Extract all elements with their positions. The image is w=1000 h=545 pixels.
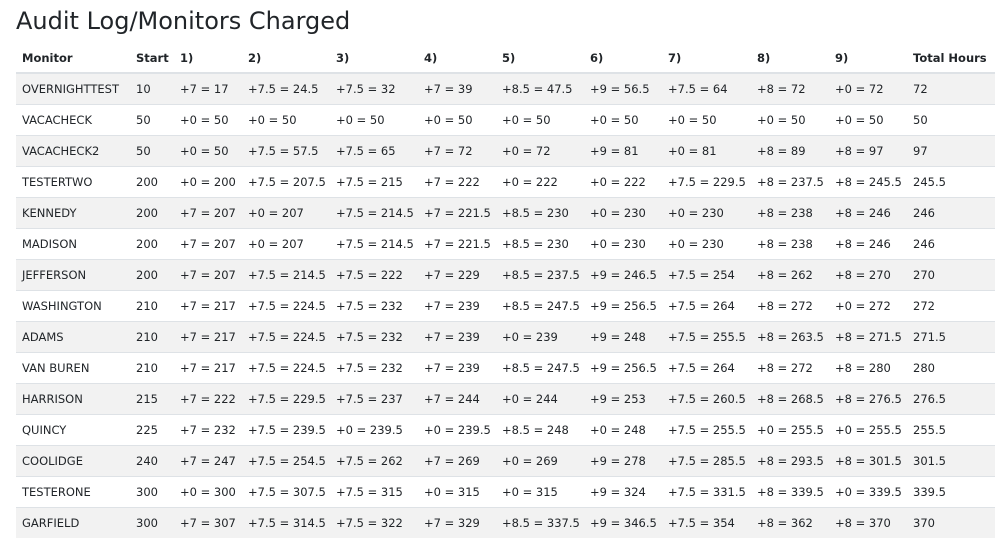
start-hours-cell: 300 <box>130 477 174 508</box>
charge-1-cell: +0 = 50 <box>174 105 242 136</box>
monitor-name-cell: COOLIDGE <box>16 446 130 477</box>
charge-5-cell: +8.5 = 247.5 <box>496 353 584 384</box>
charge-4-cell: +7 = 221.5 <box>418 198 496 229</box>
charge-3-cell: +7.5 = 65 <box>330 136 418 167</box>
table-row <box>16 353 995 384</box>
table-row <box>16 167 995 198</box>
charge-6-cell: +9 = 248 <box>584 322 662 353</box>
charge-2-cell: +7.5 = 254.5 <box>242 446 330 477</box>
total-hours-cell: 72 <box>907 73 995 105</box>
monitor-name-cell: MADISON <box>16 229 130 260</box>
charge-1-cell: +0 = 200 <box>174 167 242 198</box>
charge-9-cell: +8 = 280 <box>829 353 907 384</box>
charge-2-cell: +0 = 50 <box>242 105 330 136</box>
start-hours-cell: 200 <box>130 260 174 291</box>
charge-3-cell: +7.5 = 315 <box>330 477 418 508</box>
charge-9-cell: +0 = 272 <box>829 291 907 322</box>
audit-log-table <box>16 44 995 538</box>
charge-4-cell: +7 = 244 <box>418 384 496 415</box>
column-header-total-hours: Total Hours <box>907 44 995 73</box>
start-hours-cell: 200 <box>130 167 174 198</box>
charge-2-cell: +7.5 = 57.5 <box>242 136 330 167</box>
charge-4-cell: +7 = 329 <box>418 508 496 539</box>
monitor-name-cell: KENNEDY <box>16 198 130 229</box>
charge-6-cell: +9 = 56.5 <box>584 73 662 105</box>
monitor-name-cell: VACACHECK <box>16 105 130 136</box>
table-row <box>16 508 995 539</box>
charge-1-cell: +7 = 207 <box>174 229 242 260</box>
charge-8-cell: +8 = 268.5 <box>751 384 829 415</box>
charge-3-cell: +7.5 = 322 <box>330 508 418 539</box>
charge-8-cell: +8 = 238 <box>751 229 829 260</box>
start-hours-cell: 240 <box>130 446 174 477</box>
charge-5-cell: +8.5 = 47.5 <box>496 73 584 105</box>
charge-4-cell: +0 = 50 <box>418 105 496 136</box>
charge-3-cell: +7.5 = 214.5 <box>330 198 418 229</box>
charge-4-cell: +7 = 239 <box>418 322 496 353</box>
charge-9-cell: +8 = 276.5 <box>829 384 907 415</box>
charge-3-cell: +7.5 = 232 <box>330 353 418 384</box>
charge-9-cell: +0 = 339.5 <box>829 477 907 508</box>
total-hours-cell: 370 <box>907 508 995 539</box>
monitor-name-cell: GARFIELD <box>16 508 130 539</box>
column-header-2: 2) <box>242 44 330 73</box>
charge-3-cell: +7.5 = 262 <box>330 446 418 477</box>
charge-4-cell: +7 = 239 <box>418 353 496 384</box>
charge-3-cell: +7.5 = 222 <box>330 260 418 291</box>
charge-8-cell: +8 = 293.5 <box>751 446 829 477</box>
charge-2-cell: +7.5 = 224.5 <box>242 291 330 322</box>
table-row <box>16 384 995 415</box>
charge-8-cell: +8 = 238 <box>751 198 829 229</box>
table-row <box>16 291 995 322</box>
charge-5-cell: +0 = 222 <box>496 167 584 198</box>
charge-2-cell: +7.5 = 24.5 <box>242 73 330 105</box>
page-title: Audit Log/Monitors Charged <box>16 7 351 35</box>
start-hours-cell: 210 <box>130 291 174 322</box>
charge-6-cell: +9 = 278 <box>584 446 662 477</box>
charge-9-cell: +0 = 255.5 <box>829 415 907 446</box>
table-row <box>16 136 995 167</box>
charge-1-cell: +7 = 207 <box>174 198 242 229</box>
table-row <box>16 105 995 136</box>
monitor-name-cell: VACACHECK2 <box>16 136 130 167</box>
charge-8-cell: +8 = 72 <box>751 73 829 105</box>
charge-5-cell: +0 = 72 <box>496 136 584 167</box>
charge-4-cell: +7 = 269 <box>418 446 496 477</box>
charge-9-cell: +8 = 370 <box>829 508 907 539</box>
charge-1-cell: +7 = 217 <box>174 353 242 384</box>
charge-6-cell: +0 = 248 <box>584 415 662 446</box>
start-hours-cell: 210 <box>130 353 174 384</box>
column-header-9: 9) <box>829 44 907 73</box>
charge-1-cell: +0 = 300 <box>174 477 242 508</box>
table-header <box>16 44 995 73</box>
charge-3-cell: +7.5 = 232 <box>330 322 418 353</box>
charge-4-cell: +7 = 72 <box>418 136 496 167</box>
charge-9-cell: +0 = 72 <box>829 73 907 105</box>
charge-5-cell: +8.5 = 230 <box>496 229 584 260</box>
charge-5-cell: +8.5 = 230 <box>496 198 584 229</box>
charge-6-cell: +9 = 324 <box>584 477 662 508</box>
charge-9-cell: +8 = 270 <box>829 260 907 291</box>
charge-4-cell: +0 = 315 <box>418 477 496 508</box>
charge-8-cell: +0 = 255.5 <box>751 415 829 446</box>
charge-2-cell: +0 = 207 <box>242 229 330 260</box>
start-hours-cell: 210 <box>130 322 174 353</box>
charge-7-cell: +7.5 = 260.5 <box>662 384 751 415</box>
column-header-1: 1) <box>174 44 242 73</box>
charge-1-cell: +7 = 307 <box>174 508 242 539</box>
charge-3-cell: +7.5 = 32 <box>330 73 418 105</box>
charge-4-cell: +7 = 221.5 <box>418 229 496 260</box>
charge-1-cell: +7 = 247 <box>174 446 242 477</box>
monitor-name-cell: TESTERTWO <box>16 167 130 198</box>
charge-1-cell: +7 = 222 <box>174 384 242 415</box>
table-row <box>16 415 995 446</box>
total-hours-cell: 301.5 <box>907 446 995 477</box>
charge-3-cell: +0 = 239.5 <box>330 415 418 446</box>
table-row <box>16 446 995 477</box>
total-hours-cell: 339.5 <box>907 477 995 508</box>
table-row <box>16 322 995 353</box>
charge-7-cell: +7.5 = 285.5 <box>662 446 751 477</box>
charge-8-cell: +8 = 272 <box>751 353 829 384</box>
start-hours-cell: 300 <box>130 508 174 539</box>
total-hours-cell: 271.5 <box>907 322 995 353</box>
total-hours-cell: 270 <box>907 260 995 291</box>
charge-1-cell: +7 = 17 <box>174 73 242 105</box>
total-hours-cell: 246 <box>907 229 995 260</box>
charge-4-cell: +7 = 39 <box>418 73 496 105</box>
charge-1-cell: +7 = 217 <box>174 322 242 353</box>
total-hours-cell: 276.5 <box>907 384 995 415</box>
charge-6-cell: +9 = 81 <box>584 136 662 167</box>
charge-2-cell: +7.5 = 314.5 <box>242 508 330 539</box>
monitor-name-cell: QUINCY <box>16 415 130 446</box>
charge-6-cell: +9 = 256.5 <box>584 353 662 384</box>
charge-6-cell: +0 = 230 <box>584 229 662 260</box>
start-hours-cell: 10 <box>130 73 174 105</box>
total-hours-cell: 255.5 <box>907 415 995 446</box>
charge-5-cell: +0 = 239 <box>496 322 584 353</box>
charge-7-cell: +7.5 = 254 <box>662 260 751 291</box>
column-header-monitor: Monitor <box>16 44 130 73</box>
charge-6-cell: +0 = 230 <box>584 198 662 229</box>
charge-1-cell: +7 = 207 <box>174 260 242 291</box>
monitor-name-cell: JEFFERSON <box>16 260 130 291</box>
charge-8-cell: +0 = 50 <box>751 105 829 136</box>
monitor-name-cell: WASHINGTON <box>16 291 130 322</box>
charge-9-cell: +8 = 246 <box>829 198 907 229</box>
column-header-5: 5) <box>496 44 584 73</box>
charge-9-cell: +0 = 50 <box>829 105 907 136</box>
table-row <box>16 260 995 291</box>
charge-8-cell: +8 = 89 <box>751 136 829 167</box>
charge-7-cell: +0 = 230 <box>662 198 751 229</box>
charge-6-cell: +0 = 222 <box>584 167 662 198</box>
total-hours-cell: 246 <box>907 198 995 229</box>
total-hours-cell: 272 <box>907 291 995 322</box>
charge-8-cell: +8 = 362 <box>751 508 829 539</box>
charge-7-cell: +7.5 = 255.5 <box>662 415 751 446</box>
charge-1-cell: +7 = 217 <box>174 291 242 322</box>
column-header-7: 7) <box>662 44 751 73</box>
charge-2-cell: +7.5 = 224.5 <box>242 353 330 384</box>
total-hours-cell: 97 <box>907 136 995 167</box>
column-header-4: 4) <box>418 44 496 73</box>
charge-9-cell: +8 = 97 <box>829 136 907 167</box>
charge-2-cell: +7.5 = 307.5 <box>242 477 330 508</box>
charge-9-cell: +8 = 271.5 <box>829 322 907 353</box>
charge-8-cell: +8 = 262 <box>751 260 829 291</box>
table-row <box>16 477 995 508</box>
monitor-name-cell: HARRISON <box>16 384 130 415</box>
total-hours-cell: 280 <box>907 353 995 384</box>
column-header-3: 3) <box>330 44 418 73</box>
monitor-name-cell: OVERNIGHTTEST <box>16 73 130 105</box>
charge-9-cell: +8 = 246 <box>829 229 907 260</box>
charge-7-cell: +7.5 = 264 <box>662 291 751 322</box>
charge-4-cell: +7 = 239 <box>418 291 496 322</box>
charge-3-cell: +7.5 = 215 <box>330 167 418 198</box>
charge-2-cell: +7.5 = 214.5 <box>242 260 330 291</box>
charge-8-cell: +8 = 339.5 <box>751 477 829 508</box>
charge-3-cell: +0 = 50 <box>330 105 418 136</box>
charge-7-cell: +0 = 81 <box>662 136 751 167</box>
charge-7-cell: +7.5 = 264 <box>662 353 751 384</box>
charge-4-cell: +0 = 239.5 <box>418 415 496 446</box>
start-hours-cell: 225 <box>130 415 174 446</box>
column-header-6: 6) <box>584 44 662 73</box>
charge-6-cell: +9 = 256.5 <box>584 291 662 322</box>
charge-2-cell: +7.5 = 207.5 <box>242 167 330 198</box>
charge-9-cell: +8 = 301.5 <box>829 446 907 477</box>
charge-7-cell: +7.5 = 354 <box>662 508 751 539</box>
charge-7-cell: +7.5 = 255.5 <box>662 322 751 353</box>
table-row <box>16 73 995 105</box>
charge-9-cell: +8 = 245.5 <box>829 167 907 198</box>
charge-6-cell: +9 = 253 <box>584 384 662 415</box>
charge-5-cell: +8.5 = 247.5 <box>496 291 584 322</box>
monitor-name-cell: VAN BUREN <box>16 353 130 384</box>
charge-5-cell: +0 = 50 <box>496 105 584 136</box>
total-hours-cell: 50 <box>907 105 995 136</box>
charge-4-cell: +7 = 229 <box>418 260 496 291</box>
charge-2-cell: +7.5 = 224.5 <box>242 322 330 353</box>
charge-1-cell: +0 = 50 <box>174 136 242 167</box>
charge-1-cell: +7 = 232 <box>174 415 242 446</box>
charge-8-cell: +8 = 263.5 <box>751 322 829 353</box>
charge-8-cell: +8 = 272 <box>751 291 829 322</box>
total-hours-cell: 245.5 <box>907 167 995 198</box>
table-row <box>16 198 995 229</box>
charge-3-cell: +7.5 = 237 <box>330 384 418 415</box>
charge-8-cell: +8 = 237.5 <box>751 167 829 198</box>
charge-2-cell: +0 = 207 <box>242 198 330 229</box>
charge-7-cell: +7.5 = 331.5 <box>662 477 751 508</box>
charge-6-cell: +9 = 346.5 <box>584 508 662 539</box>
start-hours-cell: 215 <box>130 384 174 415</box>
charge-3-cell: +7.5 = 232 <box>330 291 418 322</box>
charge-5-cell: +0 = 269 <box>496 446 584 477</box>
column-header-8: 8) <box>751 44 829 73</box>
start-hours-cell: 50 <box>130 105 174 136</box>
start-hours-cell: 50 <box>130 136 174 167</box>
charge-7-cell: +7.5 = 64 <box>662 73 751 105</box>
charge-3-cell: +7.5 = 214.5 <box>330 229 418 260</box>
charge-6-cell: +0 = 50 <box>584 105 662 136</box>
monitor-name-cell: TESTERONE <box>16 477 130 508</box>
table-body <box>16 73 995 538</box>
charge-7-cell: +7.5 = 229.5 <box>662 167 751 198</box>
charge-2-cell: +7.5 = 239.5 <box>242 415 330 446</box>
monitor-name-cell: ADAMS <box>16 322 130 353</box>
charge-7-cell: +0 = 230 <box>662 229 751 260</box>
charge-5-cell: +0 = 315 <box>496 477 584 508</box>
charge-6-cell: +9 = 246.5 <box>584 260 662 291</box>
charge-7-cell: +0 = 50 <box>662 105 751 136</box>
charge-5-cell: +8.5 = 237.5 <box>496 260 584 291</box>
charge-5-cell: +0 = 244 <box>496 384 584 415</box>
charge-5-cell: +8.5 = 248 <box>496 415 584 446</box>
table-row <box>16 229 995 260</box>
header-row <box>16 44 995 73</box>
start-hours-cell: 200 <box>130 229 174 260</box>
charge-5-cell: +8.5 = 337.5 <box>496 508 584 539</box>
column-header-start: Start <box>130 44 174 73</box>
charge-2-cell: +7.5 = 229.5 <box>242 384 330 415</box>
charge-4-cell: +7 = 222 <box>418 167 496 198</box>
start-hours-cell: 200 <box>130 198 174 229</box>
